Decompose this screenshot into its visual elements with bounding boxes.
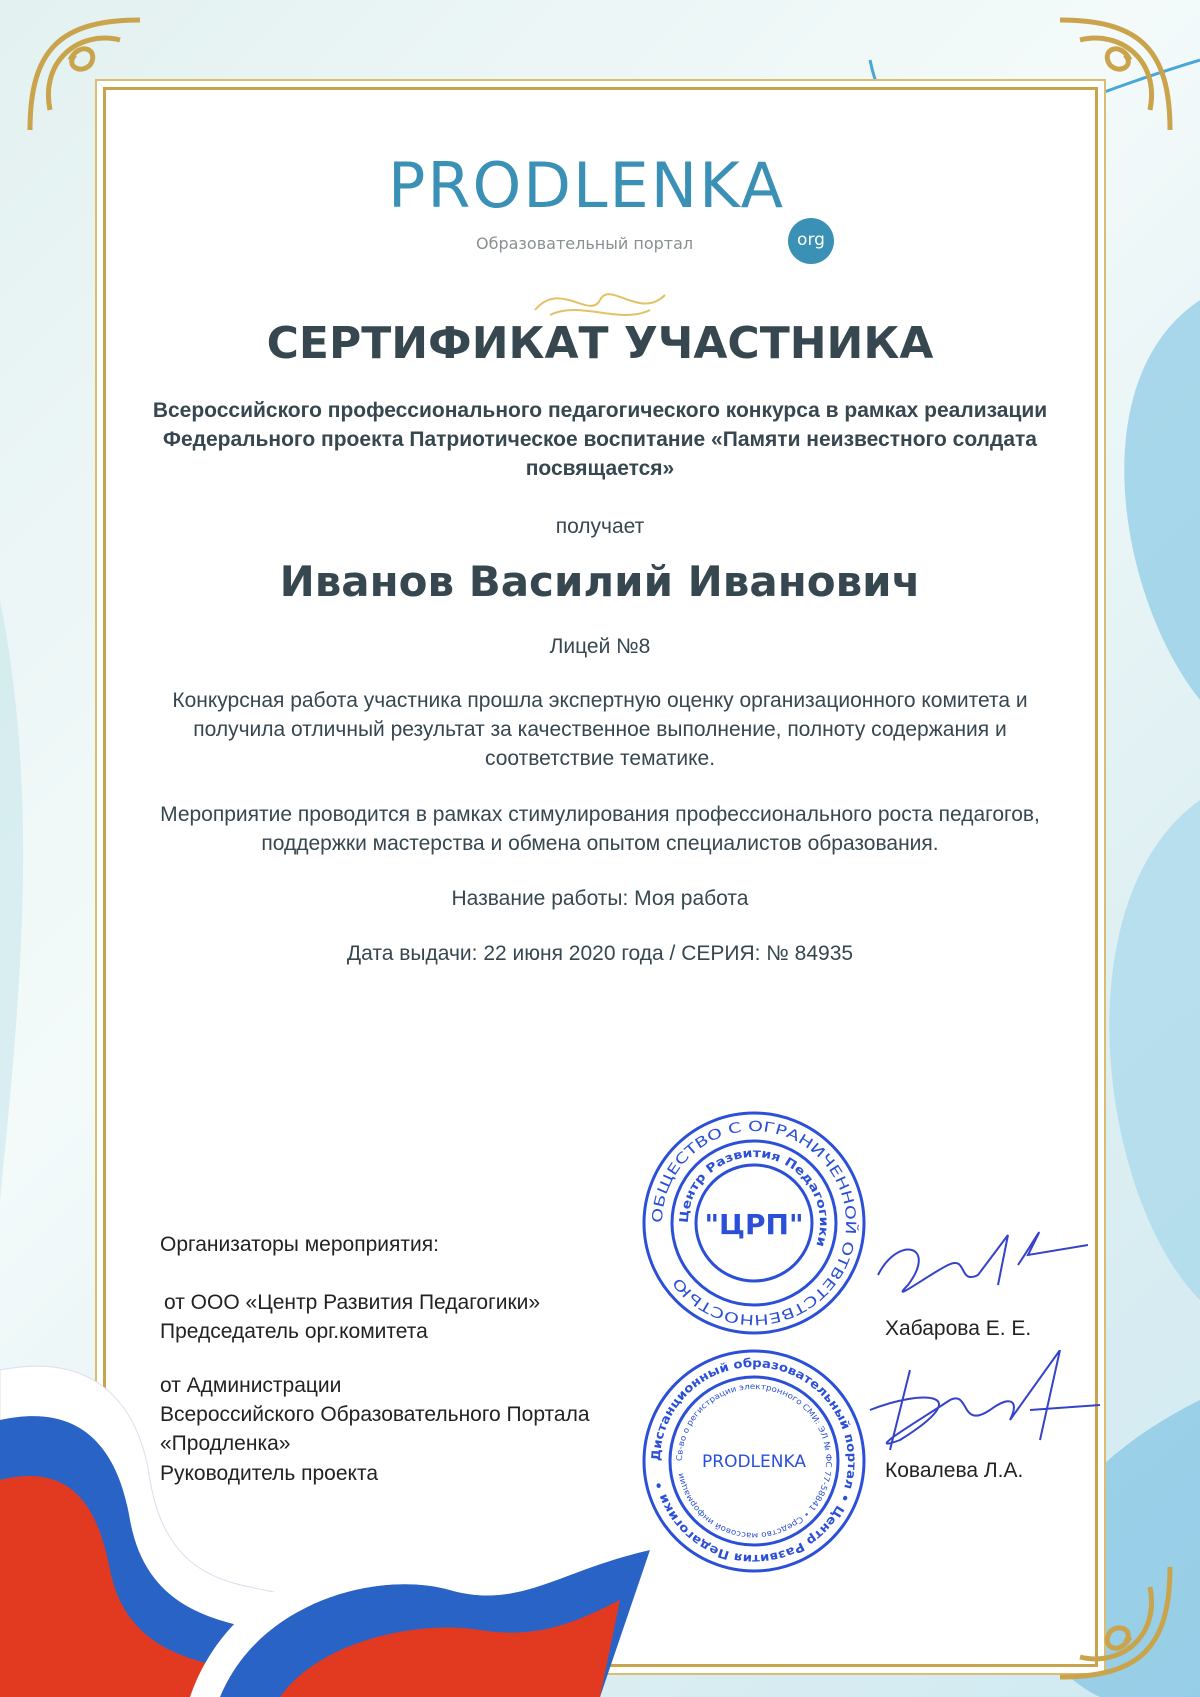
- organizer-2-line-1: от Администрации: [160, 1374, 342, 1397]
- contest-name: Всероссийского профессионального педагогического конкурса в рамках реализации Федерального проекта Патриотическое воспитание «Памяти неизвестного солдата посвящается»: [152, 399, 1048, 480]
- prodlenka-logo: [388, 150, 848, 270]
- ornament-corner-icon: [1050, 10, 1180, 140]
- signer-kovaleva: Ковалева Л.А.: [885, 1459, 1024, 1482]
- evaluation-paragraph: Конкурсная работа участника прошла экспертную оценку организационного комитета и получила отличный результат за качественное выполнение, полноту содержания и соответствие тематике.: [172, 689, 1028, 770]
- organizer-2-line-4: Руководитель проекта: [160, 1462, 379, 1485]
- signature-khabarova: [868, 1215, 1088, 1305]
- gold-flourish-icon: [530, 280, 670, 320]
- stamp-ring-outer: ОБЩЕСТВО С ОГРАНИЧЕННОЙ ОТВЕТСТВЕННОСТЬЮ: [649, 1118, 859, 1328]
- signer-khabarova: Хабарова Е. Е.: [885, 1317, 1032, 1340]
- organizer-2-line-2: Всероссийского Образовательного Портала: [160, 1403, 590, 1426]
- crp-stamp: [640, 1109, 868, 1337]
- signature-kovaleva: [860, 1350, 1100, 1455]
- stamp-ring-inner: Центр Развития Педагогики: [676, 1145, 832, 1248]
- ornament-corner-icon: [1050, 1557, 1180, 1687]
- institution: Лицей №8: [549, 635, 651, 658]
- stamp-ring-outer: Дистанционный образовательный портал • Центр Развития Педагогики •: [648, 1355, 860, 1567]
- stamp-center: "ЦРП": [704, 1208, 804, 1241]
- logo-tagline: Образовательный портал: [476, 234, 694, 253]
- recipient-name: Иванов Василий Иванович: [279, 557, 921, 606]
- purpose-paragraph: Мероприятие проводится в рамках стимулирования профессионального роста педагогов, поддержки мастерства и обмена опытом специалистов образования.: [160, 803, 1040, 855]
- russian-flag-ribbon: [0, 1350, 700, 1697]
- organizer-2-line-3: «Продленка»: [160, 1432, 291, 1455]
- issue-date-series: Дата выдачи: 22 июня 2020 года / СЕРИЯ: № 84935: [346, 942, 854, 965]
- stamp-center: PRODLENKA: [702, 1452, 806, 1472]
- stamp-ring-inner: Св-во о регистрации электронного СМИ: ЭЛ № ФС 77-58841 • Средство массовой информации: [674, 1381, 834, 1541]
- organizer-1-line-1: от ООО «Центр Развития Педагогики»: [164, 1291, 541, 1314]
- certificate-title: СЕРТИФИКАТ УЧАСТНИКА: [266, 318, 934, 369]
- ornament-corner-icon: [20, 10, 150, 140]
- work-title: Название работы: Моя работа: [451, 887, 749, 910]
- organizers-heading: Организаторы мероприятия:: [160, 1233, 439, 1256]
- logo-badge: org: [788, 218, 834, 264]
- logo-wordmark: PRODLENKA: [388, 149, 786, 222]
- receives-label: получает: [555, 515, 645, 538]
- organizer-1-line-2: Председатель орг.комитета: [160, 1320, 428, 1343]
